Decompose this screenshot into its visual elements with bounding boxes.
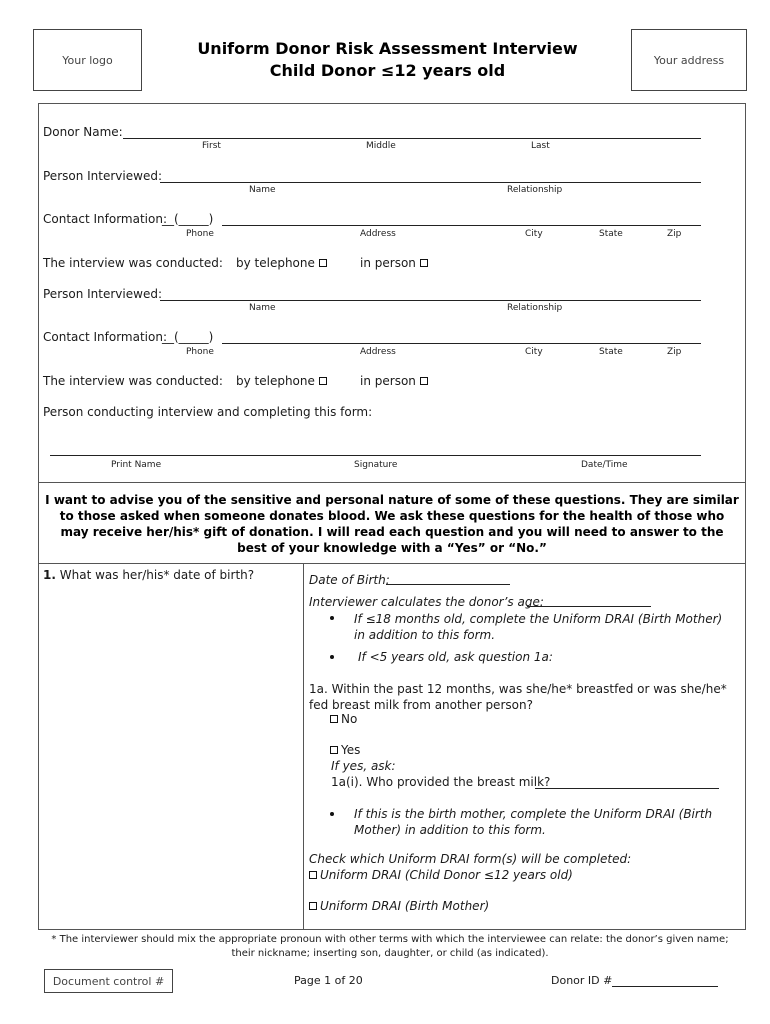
document-control-text: Document control # [52,974,165,988]
bullet-under-five: If <5 years old, ask question 1a: [358,650,553,664]
contact-info-field[interactable] [222,225,701,226]
caption-relationship: Relationship [507,303,563,313]
caption-city: City [525,229,543,239]
caption-phone: Phone [186,347,214,357]
question-text: What was her/his* date of birth? [59,568,255,582]
caption-relationship: Relationship [507,185,563,195]
caption-middle: Middle [366,141,396,151]
no-checkbox[interactable] [330,715,338,723]
caption-name: Name [249,303,276,313]
form-child-label: Uniform DRAI (Child Donor ≤12 years old) [320,868,573,882]
contact-info-field[interactable] [222,343,701,344]
age-field[interactable] [527,606,651,607]
conducted-label: The interview was conducted: [43,374,223,388]
donor-id-field[interactable] [612,986,718,987]
in-person-option[interactable] [360,374,428,388]
person-interviewed-label: Person Interviewed: [43,169,162,183]
bullet-icon [330,655,334,659]
form-birth-mother-label: Uniform DRAI (Birth Mother) [320,899,490,913]
divider [38,482,746,483]
form-title: Uniform Donor Risk Assessment Interview [197,39,578,58]
logo-placeholder [33,29,142,91]
caption-signature: Signature [354,460,398,470]
in-person-label: in person [360,256,416,270]
donor-id-label: Donor ID # [551,974,613,987]
yes-label: Yes [341,743,361,757]
in-person-option[interactable] [360,256,428,270]
logo-text: Your logo [62,53,113,67]
advisory-text: I want to advise you of the sensitive and personal nature of some of these questions. They are similar to those asked when someone donates blood. We ask these questions for the health of those who may receive her/his* gift of donation. I will read each question and you will need to answer to the best of your knowledge with a “Yes” or “No.” [45,493,739,555]
form-birth-mother-checkbox[interactable] [309,902,317,910]
in-person-label: in person [360,374,416,388]
bullet-dot [330,651,334,665]
caption-name: Name [249,185,276,195]
caption-zip: Zip [667,347,682,357]
conductor-label: Person conducting interview and completing this form: [43,405,373,419]
caption-address: Address [360,229,396,239]
pronoun-footnote: * The interviewer should mix the appropriate pronoun with other terms with which the interviewee can relate: the donor’s given name; their nickname; inserting son, daughter, or child (as indicated). [51,934,729,959]
bullet-icon [330,616,334,620]
telephone-option[interactable] [236,256,327,270]
person-interviewed-label: Person Interviewed: [43,287,162,301]
bullet-dot [330,808,334,822]
yes-checkbox[interactable] [330,746,338,754]
donor-name-label: Donor Name: [43,125,123,139]
person-interviewed-field[interactable] [160,182,701,183]
caption-last: Last [531,141,550,151]
bullet-birth-mother: If this is the birth mother, complete the Uniform DRAI (Birth Mother) in addition to this form. [354,807,713,837]
age-label: Interviewer calculates the donor’s age: [309,595,544,609]
question-1ai: 1a(i). Who provided the breast milk? [331,775,551,789]
form-child-checkbox[interactable] [309,871,317,879]
contact-info-label: Contact Information: [43,212,168,226]
option-yes[interactable] [330,743,360,757]
telephone-label: by telephone [236,374,315,388]
dob-field[interactable] [386,584,510,585]
caption-date-time: Date/Time [581,460,628,470]
bullet-dot [330,612,334,626]
conductor-signature-field[interactable] [50,455,701,456]
no-label: No [341,712,358,726]
bullet-icon [330,812,334,816]
caption-state: State [599,347,623,357]
phone-prefix: __(_____) [162,330,214,344]
caption-first: First [202,141,221,151]
document-control-box [44,969,173,993]
column-divider [303,563,304,930]
caption-print-name: Print Name [111,460,162,470]
contact-info-label: Contact Information: [43,330,168,344]
caption-zip: Zip [667,229,682,239]
if-yes-label: If yes, ask: [331,759,396,773]
caption-phone: Phone [186,229,214,239]
question-number: 1. [43,568,56,582]
telephone-option[interactable] [236,374,327,388]
form-child-option[interactable] [309,868,573,882]
divider [38,563,746,564]
in-person-checkbox[interactable] [420,377,428,385]
telephone-checkbox[interactable] [319,377,327,385]
bullet-birth-mother-age: If ≤18 months old, complete the Uniform DRAI (Birth Mother) in addition to this form. [354,612,723,642]
page-number: Page 1 of 20 [294,974,363,987]
address-placeholder [631,29,747,91]
question-1a: 1a. Within the past 12 months, was she/he* breastfed or was she/he* fed breast milk from another person? [309,682,727,712]
donor-name-field[interactable] [123,138,701,139]
telephone-label: by telephone [236,256,315,270]
question-1 [43,568,254,582]
telephone-checkbox[interactable] [319,259,327,267]
option-no[interactable] [330,712,357,726]
breast-milk-provider-field[interactable] [535,788,719,789]
phone-prefix: __(_____) [162,212,214,226]
form-birth-mother-option[interactable] [309,899,489,913]
address-text: Your address [653,53,725,67]
in-person-checkbox[interactable] [420,259,428,267]
form-subtitle: Child Donor ≤12 years old [269,61,506,80]
caption-address: Address [360,347,396,357]
caption-state: State [599,229,623,239]
check-forms-label: Check which Uniform DRAI form(s) will be completed: [309,852,632,866]
conducted-label: The interview was conducted: [43,256,223,270]
dob-label: Date of Birth: [309,573,390,587]
caption-city: City [525,347,543,357]
person-interviewed-field[interactable] [160,300,701,301]
